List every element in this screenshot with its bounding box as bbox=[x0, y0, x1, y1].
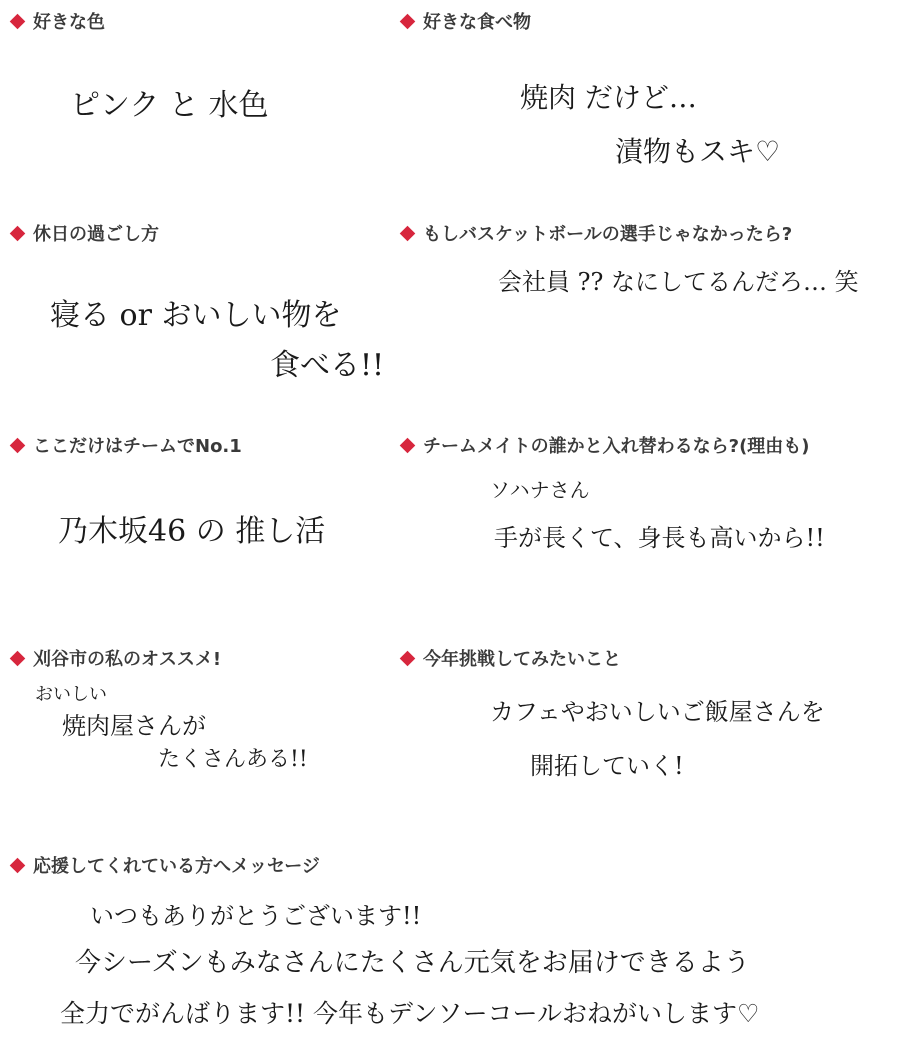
red-diamond-icon bbox=[10, 13, 26, 29]
question-text: もしバスケットボールの選手じゃなかったら? bbox=[423, 224, 793, 245]
answer-line: おいしい bbox=[35, 684, 107, 705]
answer-line: 乃木坂46 の 推し活 bbox=[58, 514, 326, 549]
answer-line: 寝る or おいしい物を bbox=[50, 298, 342, 333]
question-if-not-basketball bbox=[398, 220, 792, 246]
answer-line: ソハナさん bbox=[490, 478, 590, 502]
answer-line: 漬物もスキ♡ bbox=[615, 135, 781, 168]
question-holiday bbox=[8, 220, 159, 246]
question-text: 応援してくれている方へメッセージ bbox=[33, 856, 320, 877]
answer-line: 全力でがんばります!! 今年もデンソーコールおねがいします♡ bbox=[60, 999, 760, 1028]
answer-line: 手が長くて、身長も高いから!! bbox=[494, 524, 825, 552]
answer-line: いつもありがとうございます!! bbox=[90, 902, 422, 930]
question-text: 好きな食べ物 bbox=[423, 12, 531, 33]
red-diamond-icon bbox=[10, 650, 26, 666]
answer-line: 会社員 ?? なにしてるんだろ… 笑 bbox=[498, 268, 859, 296]
question-kariya-recommendation bbox=[8, 645, 221, 671]
answer-line: 焼肉 だけど… bbox=[520, 81, 697, 114]
answer-line: 今シーズンもみなさんにたくさん元気をお届けできるよう bbox=[75, 948, 750, 978]
red-diamond-icon bbox=[10, 437, 26, 453]
answer-line: 焼肉屋さんが bbox=[62, 712, 206, 740]
question-message-to-fans bbox=[8, 852, 320, 878]
question-text: 好きな色 bbox=[33, 12, 105, 33]
red-diamond-icon bbox=[10, 225, 26, 241]
question-team-number-one bbox=[8, 432, 242, 458]
question-favorite-color bbox=[8, 8, 105, 34]
question-text: ここだけはチームでNo.1 bbox=[33, 436, 242, 457]
red-diamond-icon bbox=[400, 437, 416, 453]
answer-line: 開拓していく! bbox=[530, 752, 684, 780]
question-text: 休日の過ごし方 bbox=[33, 224, 159, 245]
answer-line: たくさんある!! bbox=[158, 747, 308, 772]
answer-line: ピンク と 水色 bbox=[70, 88, 269, 123]
red-diamond-icon bbox=[400, 13, 416, 29]
red-diamond-icon bbox=[400, 650, 416, 666]
question-text: 今年挑戦してみたいこと bbox=[423, 649, 621, 670]
question-challenge-this-year bbox=[398, 645, 621, 671]
question-text: チームメイトの誰かと入れ替わるなら?(理由も) bbox=[423, 436, 810, 457]
question-swap-teammate bbox=[398, 432, 810, 458]
question-text: 刈谷市の私のオススメ! bbox=[33, 649, 222, 670]
question-favorite-food bbox=[398, 8, 531, 34]
answer-line: 食べる!! bbox=[270, 348, 385, 383]
answer-line: カフェやおいしいご飯屋さんを bbox=[490, 698, 825, 726]
red-diamond-icon bbox=[400, 225, 416, 241]
red-diamond-icon bbox=[10, 857, 26, 873]
